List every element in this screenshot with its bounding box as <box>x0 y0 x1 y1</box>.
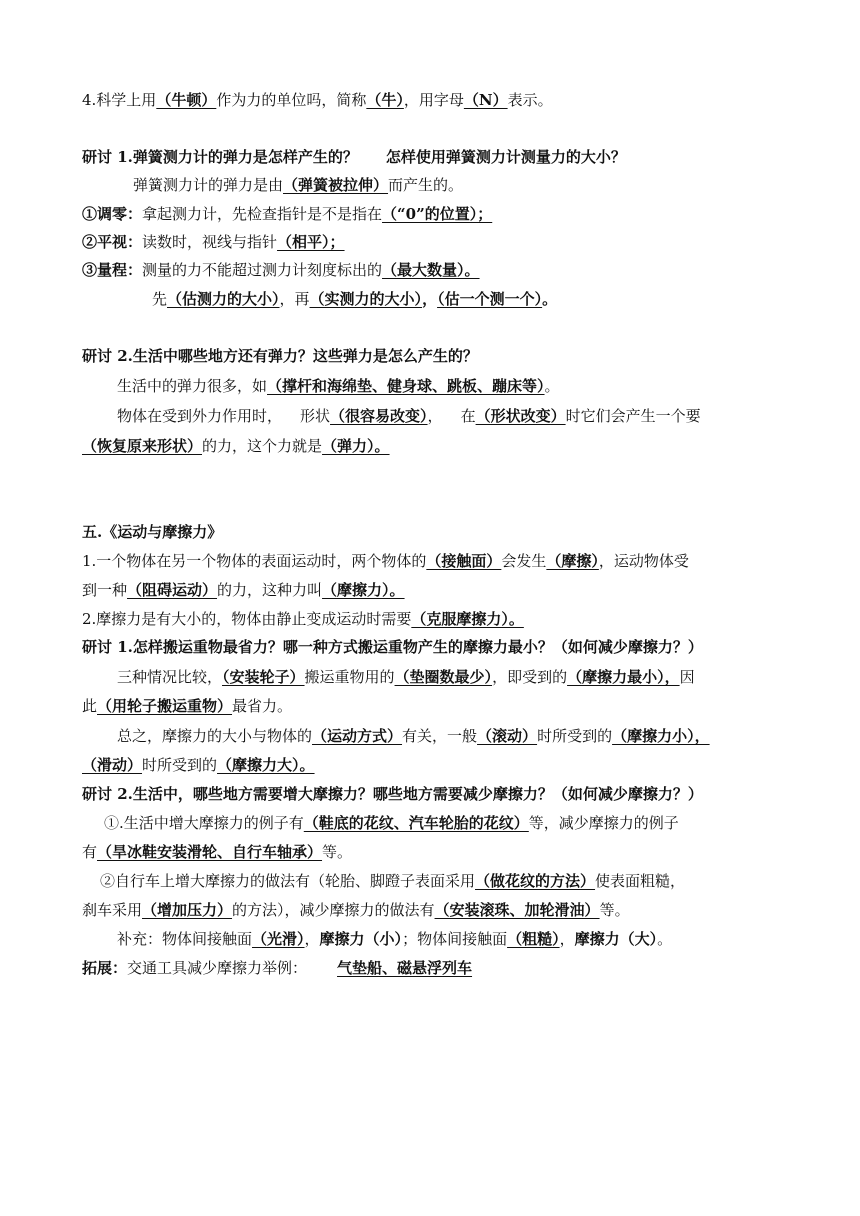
text: ②自行车上增大摩擦力的做法有（轮胎、脚蹬子表面采用 <box>100 872 476 890</box>
text: ，再 <box>279 290 310 308</box>
answer-blank: （牛顿） <box>156 91 217 109</box>
text: ， <box>427 407 443 425</box>
line-elastic-examples <box>117 376 817 396</box>
line-estimate <box>152 289 852 309</box>
answer-blank: （最大数量）。 <box>382 261 480 279</box>
answer-blank: （粗糙） <box>507 930 560 948</box>
answer-blank: 气垫船、磁悬浮列车 <box>337 959 473 977</box>
line-friction-def-1 <box>82 551 782 571</box>
text: ；物体间接触面 <box>402 930 508 948</box>
answer-text: 摩擦力（小） <box>319 930 403 948</box>
line-range <box>82 260 782 280</box>
extension-label: 拓展： <box>82 959 128 977</box>
line-zeroing <box>82 204 782 224</box>
answer-blank: （相平）； <box>277 233 345 251</box>
line-summary-2 <box>82 755 782 775</box>
text: 。 <box>542 290 558 308</box>
answer-blank: （很容易改变） <box>330 407 428 425</box>
text: 读数时，视线与指针 <box>142 233 278 251</box>
line-extension <box>82 958 782 978</box>
text: 弹簧测力计的弹力是由 <box>133 176 284 194</box>
friction-discussion-2-heading: 研讨 2.生活中，哪些地方需要增大摩擦力？哪些地方需要减少摩擦力？（如何减少摩擦力？） <box>82 785 703 803</box>
line-compare-1 <box>117 667 817 687</box>
answer-blank: （安装轮子） <box>222 668 305 686</box>
friction-discussion-1-heading: 研讨 1.怎样搬运重物最省力？哪一种方式搬运重物产生的摩擦力最小？（如何减少摩擦力？） <box>82 638 703 656</box>
text: 先 <box>152 290 168 308</box>
text: 使表面粗糙， <box>595 872 686 890</box>
answer-blank: （恢复原来形状） <box>82 437 203 455</box>
answer-blank: （安装滚珠、加轮滑油） <box>434 901 600 919</box>
answer-blank: （摩擦） <box>546 552 599 570</box>
answer-blank: （摩擦力）。 <box>322 581 405 599</box>
text: 交通工具减少摩擦力举例： <box>127 959 308 977</box>
line-elastic-definition-1 <box>117 406 817 426</box>
answer-blank: （鞋底的花纹、汽车轮胎的花纹） <box>303 814 529 832</box>
text: 刹车采用 <box>82 901 143 919</box>
text: 表示。 <box>507 91 553 109</box>
text: 形状 <box>300 407 331 425</box>
answer-blank: （撑杆和海绵垫、健身球、跳板、蹦床等） <box>267 377 545 395</box>
text: ，运动物体受 <box>598 552 689 570</box>
answer-blank: （做花纹的方法） <box>475 872 596 890</box>
text: 最省力。 <box>232 697 293 715</box>
text: ， <box>559 930 575 948</box>
text: 时所受到的 <box>537 727 613 745</box>
question: 怎样使用弹簧测力计测量力的大小？ <box>385 148 626 166</box>
answer-blank: （实测力的大小） <box>309 290 423 308</box>
line-examples-2 <box>82 842 782 862</box>
answer-blank: （估一个测一个） <box>437 290 543 308</box>
line-spring-source <box>133 175 833 195</box>
answer-blank: （牛） <box>366 91 404 109</box>
section-5-title: 五.《运动与摩擦力》 <box>82 523 223 541</box>
line-summary-1 <box>117 726 817 746</box>
question: 研讨 1.弹簧测力计的弹力是怎样产生的？ <box>82 148 358 166</box>
answer-blank: （运动方式） <box>312 727 403 745</box>
line-unit-newton <box>82 90 782 110</box>
line-supplement <box>117 929 817 949</box>
text: 有关，一般 <box>402 727 478 745</box>
line-compare-2 <box>82 696 782 716</box>
text: 三种情况比较， <box>117 668 223 686</box>
answer-blank: （摩擦力小）， <box>612 727 710 745</box>
answer-blank: （估测力的大小） <box>167 290 280 308</box>
text: 等，减少摩擦力的例子 <box>528 814 679 832</box>
text: 此 <box>82 697 98 715</box>
text: ，用字母 <box>403 91 464 109</box>
answer-blank: （形状改变） <box>475 407 566 425</box>
line-examples-1 <box>104 813 804 833</box>
text: 等。 <box>599 901 630 919</box>
text: 的力，这个力就是 <box>202 437 323 455</box>
text: 有 <box>82 843 98 861</box>
text: 的力，这种力叫 <box>217 581 323 599</box>
text: 4.科学上用 <box>82 91 157 109</box>
text: 时所受到的 <box>142 756 218 774</box>
line-friction-def-2 <box>82 580 782 600</box>
answer-blank: （滑动） <box>82 756 143 774</box>
answer-blank: （摩擦力大）。 <box>217 756 315 774</box>
text: 的方法），减少摩擦力的做法有 <box>232 901 435 919</box>
line-level-view <box>82 232 782 252</box>
discussion-1-heading <box>82 147 782 167</box>
text: 搬运重物用的 <box>304 668 395 686</box>
text: ， <box>422 290 438 308</box>
answer-blank: （旱冰鞋安装滑轮、自行车轴承） <box>97 843 323 861</box>
text: 等。 <box>322 843 353 861</box>
text: 在 <box>460 407 476 425</box>
text: 作为力的单位吗，简称 <box>216 91 367 109</box>
answer-blank: （弹簧被拉伸） <box>283 176 389 194</box>
step-label: ①调零： <box>82 205 143 223</box>
text: 补充：物体间接触面 <box>117 930 253 948</box>
answer-text: 摩擦力（大） <box>574 930 658 948</box>
answer-blank: （增加压力） <box>142 901 233 919</box>
text: 而产生的。 <box>388 176 464 194</box>
line-elastic-definition-2 <box>82 436 782 456</box>
text: ， <box>304 930 320 948</box>
text: 1.一个物体在另一个物体的表面运动时，两个物体的 <box>82 552 427 570</box>
answer-blank: （光滑） <box>252 930 305 948</box>
answer-blank: （阻碍运动） <box>127 581 218 599</box>
text: 2.摩擦力是有大小的，物体由静止变成运动时需要 <box>82 610 412 628</box>
text: ①.生活中增大摩擦力的例子有 <box>104 814 304 832</box>
discussion-2-heading: 研讨 2.生活中哪些地方还有弹力？这些弹力是怎么产生的？ <box>82 347 478 365</box>
answer-blank: （“0”的位置）； <box>382 205 493 223</box>
answer-blank: （垫圈数最少） <box>394 668 493 686</box>
text: 生活中的弹力很多，如 <box>117 377 268 395</box>
text: 测量的力不能超过测力计刻度标出的 <box>142 261 383 279</box>
answer-blank: （用轮子搬运重物） <box>97 697 233 715</box>
step-label: ③量程： <box>82 261 143 279</box>
line-friction-size <box>82 609 782 629</box>
line-bicycle-1 <box>100 871 800 891</box>
text: 会发生 <box>501 552 547 570</box>
text: 。 <box>657 930 673 948</box>
text: 到一种 <box>82 581 128 599</box>
line-bicycle-2 <box>82 900 782 920</box>
step-label: ②平视： <box>82 233 143 251</box>
answer-blank: （弹力）。 <box>322 437 390 455</box>
answer-blank: （摩擦力最小）， <box>567 668 680 686</box>
text: 拿起测力计，先检查指针是不是指在 <box>142 205 383 223</box>
text: 因 <box>679 668 695 686</box>
answer-blank: （克服摩擦力）。 <box>411 610 524 628</box>
text: 。 <box>544 377 560 395</box>
answer-blank: （接触面） <box>426 552 502 570</box>
answer-blank: （N） <box>463 91 508 109</box>
text: 物体在受到外力作用时， <box>117 407 283 425</box>
text: 时它们会产生一个要 <box>565 407 701 425</box>
answer-blank: （滚动） <box>477 727 538 745</box>
text: ，即受到的 <box>492 668 568 686</box>
text: 总之，摩擦力的大小与物体的 <box>117 727 313 745</box>
